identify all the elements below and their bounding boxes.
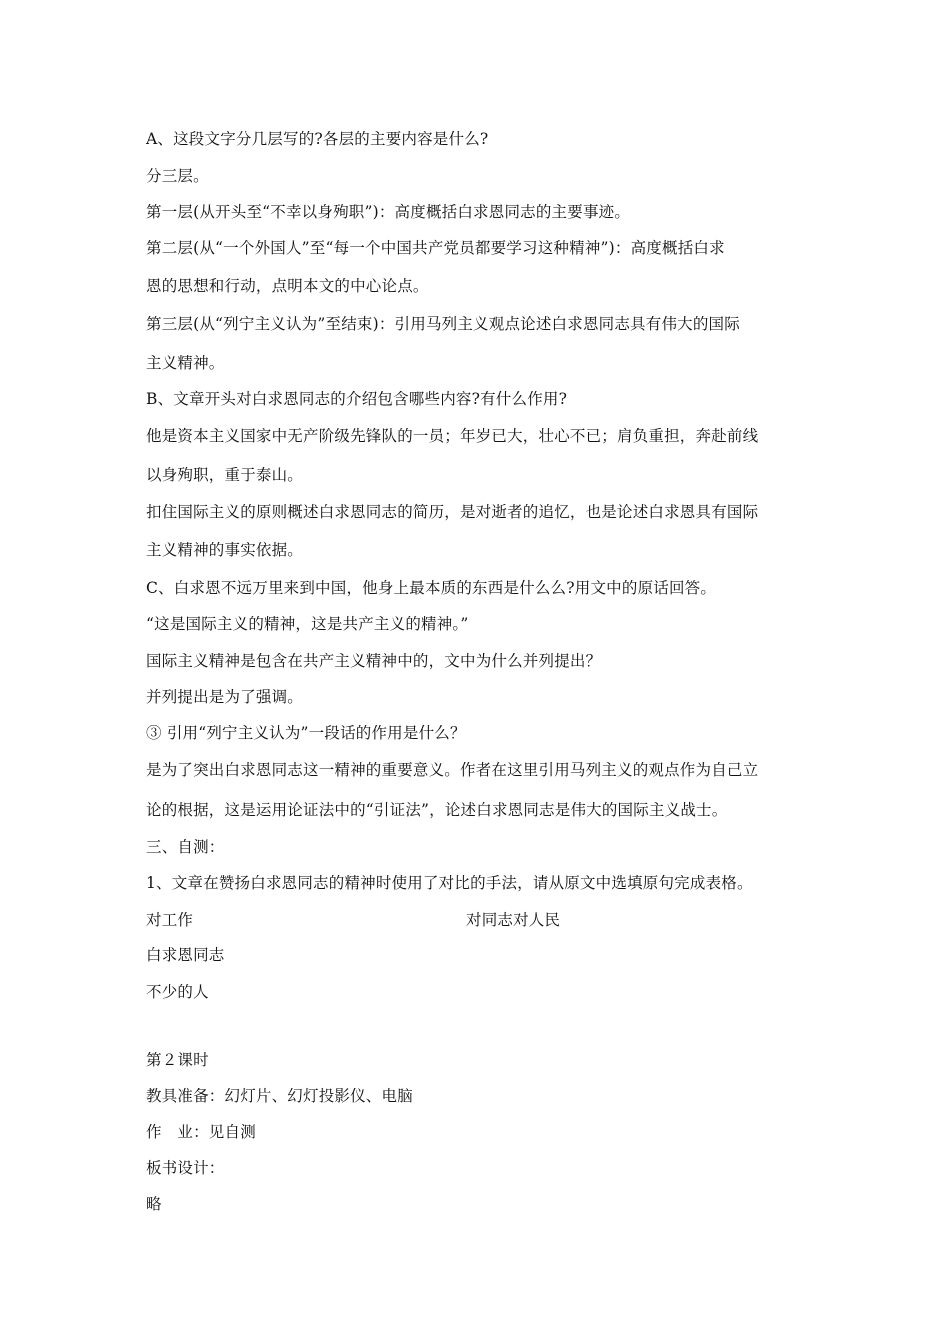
answer-text: 恩的思想和行动，点明本文的中心论点。 bbox=[146, 277, 429, 295]
question-c: C、白求恩不远万里来到中国，他身上最本质的东西是什么么?用文中的原话回答。 bbox=[146, 579, 717, 597]
question-text: 国际主义精神是包含在共产主义精神中的，文中为什么并列提出？ bbox=[146, 652, 602, 670]
board-design-text: 略 bbox=[146, 1195, 162, 1213]
answer-text: 他是资本主义国家中无产阶级先锋队的一员；年岁已大，壮心不已；肩负重担，奔赴前线 bbox=[146, 427, 759, 445]
question-3: ③ 引用“列宁主义认为”一段话的作用是什么？ bbox=[146, 724, 466, 742]
answer-text: 论的根据，这是运用论证法中的“引证法”，论述白求恩同志是伟大的国际主义战士。 bbox=[146, 801, 728, 819]
table-header-col2: 对同志对人民 bbox=[466, 911, 561, 929]
exercise-text: 1、文章在赞扬白求恩同志的精神时使用了对比的手法，请从原文中选填原句完成表格。 bbox=[146, 874, 753, 892]
materials-text: 教具准备：幻灯片、幻灯投影仪、电脑 bbox=[146, 1087, 413, 1105]
answer-text: 扣住国际主义的原则概述白求恩同志的简历，是对逝者的追忆，也是论述白求恩具有国际 bbox=[146, 503, 759, 521]
question-a: A、这段文字分几层写的?各层的主要内容是什么? bbox=[146, 130, 489, 148]
answer-text: 以身殉职，重于泰山。 bbox=[146, 466, 304, 484]
lesson-heading: 第２课时 bbox=[146, 1051, 209, 1069]
answer-text: 并列提出是为了强调。 bbox=[146, 688, 304, 706]
answer-text: 主义精神。 bbox=[146, 354, 225, 372]
answer-text: 是为了突出白求恩同志这一精神的重要意义。作者在这里引用马列主义的观点作为自己立 bbox=[146, 761, 759, 779]
table-header-row bbox=[146, 910, 561, 930]
table-header-col1: 对工作 bbox=[146, 911, 194, 929]
quote-text: “这是国际主义的精神，这是共产主义的精神。” bbox=[146, 615, 469, 633]
section-heading: 三、自测： bbox=[146, 838, 225, 856]
answer-text: 第三层(从“列宁主义认为”至结束)：引用马列主义观点论述白求恩同志具有伟大的国际 bbox=[146, 315, 740, 333]
answer-text: 第一层(从开头至“不幸以身殉职”)：高度概括白求恩同志的主要事迹。 bbox=[146, 203, 631, 221]
board-design-heading: 板书设计： bbox=[146, 1159, 225, 1177]
answer-text: 主义精神的事实依据。 bbox=[146, 541, 304, 559]
answer-text: 分三层。 bbox=[146, 167, 209, 185]
question-b: B、文章开头对白求恩同志的介绍包含哪些内容?有什么作用? bbox=[146, 390, 568, 408]
table-row-label: 白求恩同志 bbox=[146, 946, 225, 964]
answer-text: 第二层(从“一个外国人”至“每一个中国共产党员都要学习这种精神”)：高度概括白求 bbox=[146, 239, 725, 257]
table-row-label: 不少的人 bbox=[146, 983, 209, 1001]
homework-text: 作 业：见自测 bbox=[146, 1123, 256, 1141]
